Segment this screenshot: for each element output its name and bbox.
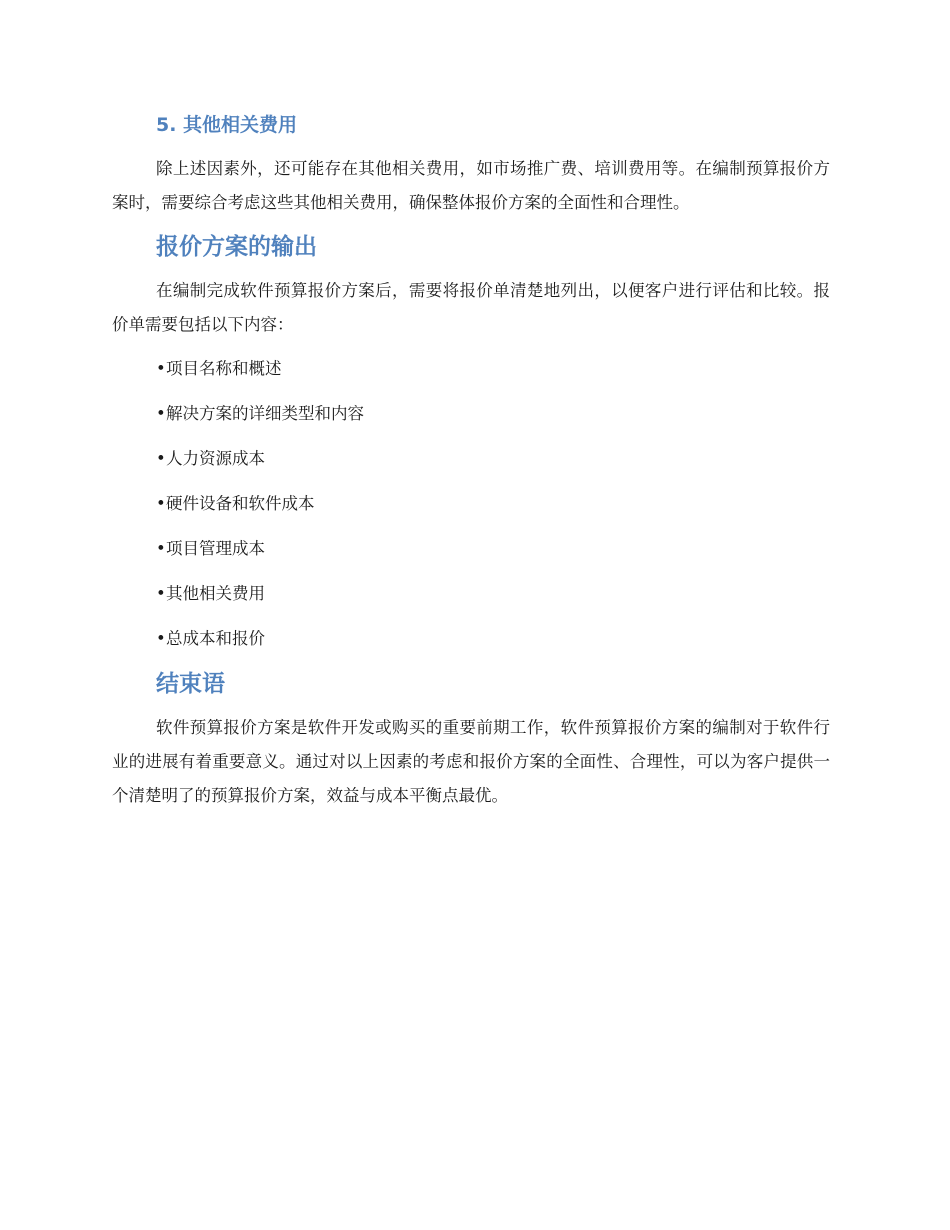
list-item-text: 项目管理成本 — [166, 539, 265, 558]
document-content — [112, 110, 830, 823]
bullet-icon: • — [156, 629, 166, 648]
paragraph-conclusion: 软件预算报价方案是软件开发或购买的重要前期工作，软件预算报价方案的编制对于软件行业的进展有着重要意义。通过对以上因素的考虑和报价方案的全面性、合理性，可以为客户提供一个清楚明了的预算报价方案，效益与成本平衡点最优。 — [112, 718, 830, 805]
bullet-icon: • — [156, 584, 166, 603]
bullet-icon: • — [156, 449, 166, 468]
list-item-text: 硬件设备和软件成本 — [166, 494, 315, 513]
bullet-icon: • — [156, 494, 166, 513]
list-item — [156, 577, 830, 611]
list-item-text: 总成本和报价 — [166, 629, 265, 648]
list-item — [156, 487, 830, 521]
list-item — [156, 352, 830, 386]
bullet-icon: • — [156, 539, 166, 558]
heading-conclusion: 结束语 — [156, 671, 225, 697]
paragraph-quote-output: 在编制完成软件预算报价方案后，需要将报价单清楚地列出，以便客户进行评估和比较。报价单需要包括以下内容： — [112, 281, 830, 334]
list-item-text: 项目名称和概述 — [166, 359, 282, 378]
list-item-text: 解决方案的详细类型和内容 — [166, 404, 364, 423]
heading-other-costs: 5. 其他相关费用 — [156, 114, 298, 136]
list-item-text: 其他相关费用 — [166, 584, 265, 603]
list-item — [156, 442, 830, 476]
heading-quote-output: 报价方案的输出 — [156, 234, 317, 260]
list-item-text: 人力资源成本 — [166, 449, 265, 468]
list-item — [156, 532, 830, 566]
bullet-icon: • — [156, 359, 166, 378]
quote-contents-list — [156, 352, 830, 656]
bullet-icon: • — [156, 404, 166, 423]
paragraph-other-costs: 除上述因素外，还可能存在其他相关费用，如市场推广费、培训费用等。在编制预算报价方案时，需要综合考虑这些其他相关费用，确保整体报价方案的全面性和合理性。 — [112, 159, 830, 212]
list-item — [156, 397, 830, 431]
list-item — [156, 622, 830, 656]
